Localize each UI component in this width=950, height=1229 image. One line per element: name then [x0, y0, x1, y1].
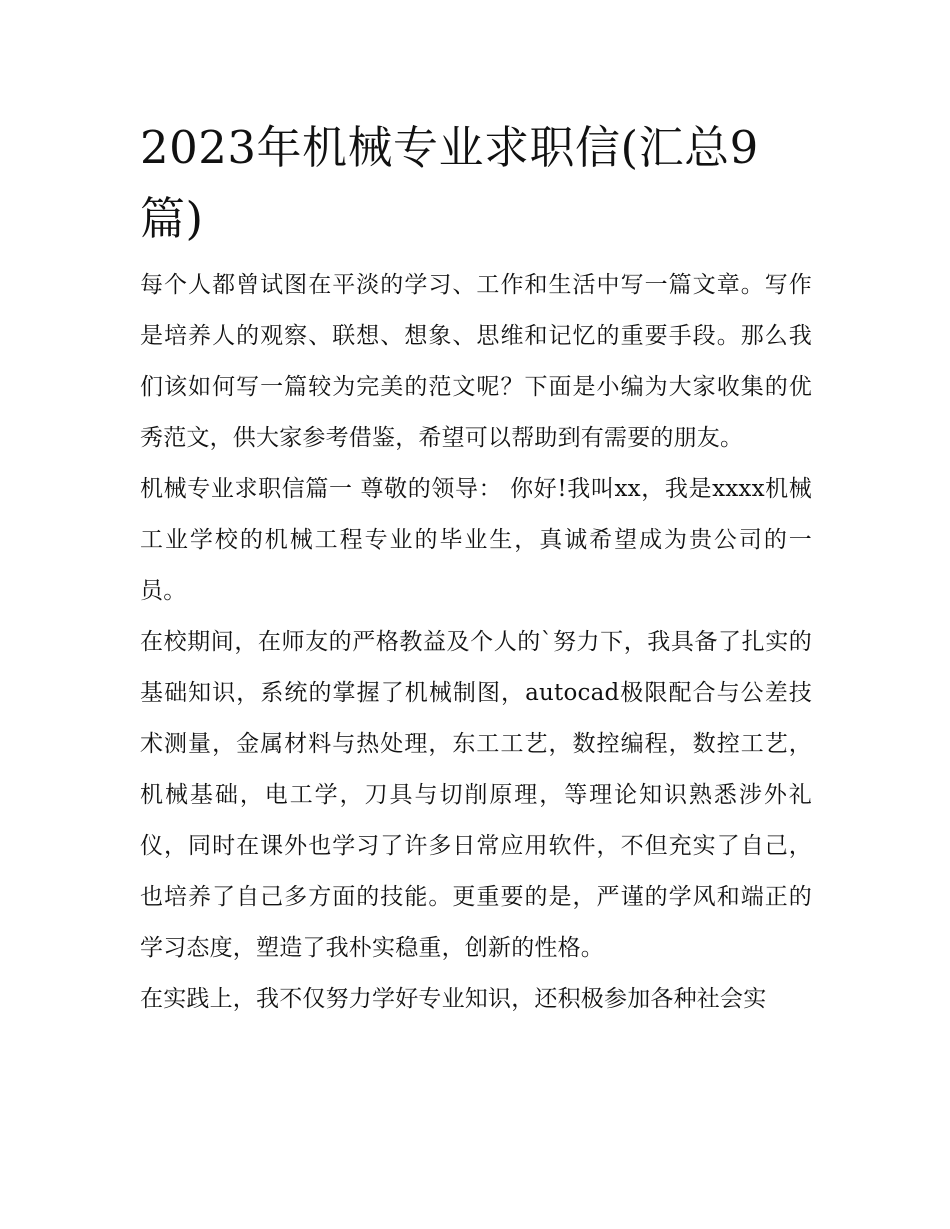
letter-opening-paragraph: 机械专业求职信篇一 尊敬的领导： 你好!我叫xx，我是xxxx机械工业学校的机械工程专业的毕业生，真诚希望成为贵公司的一员。: [140, 476, 812, 604]
document-title: 2023年机械专业求职信(汇总9篇): [140, 121, 759, 245]
document-body: [140, 260, 812, 1025]
intro-paragraph: 每个人都曾试图在平淡的学习、工作和生活中写一篇文章。写作是培养人的观察、联想、想象、思维和记忆的重要手段。那么我们该如何写一篇较为完美的范文呢？下面是小编为大家收集的优秀范文，供大家参考借鉴，希望可以帮助到有需要的朋友。: [140, 272, 812, 451]
document-page: [140, 112, 812, 1025]
school-study-paragraph: 在校期间，在师友的严格教益及个人的`努力下，我具备了扎实的基础知识，系统的掌握了机械制图，autocad极限配合与公差技术测量，金属材料与热处理，东工工艺，数控编程，数控工艺，机械基础，电工学，刀具与切削原理，等理论知识熟悉涉外礼仪，同时在课外也学习了许多日常应用软件，不但充实了自己，也培养了自己多方面的技能。更重要的是，严谨的学风和端正的学习态度，塑造了我朴实稳重，创新的性格。: [140, 629, 812, 961]
practice-paragraph: 在实践上，我不仅努力学好专业知识，还积极参加各种社会实: [140, 986, 767, 1012]
